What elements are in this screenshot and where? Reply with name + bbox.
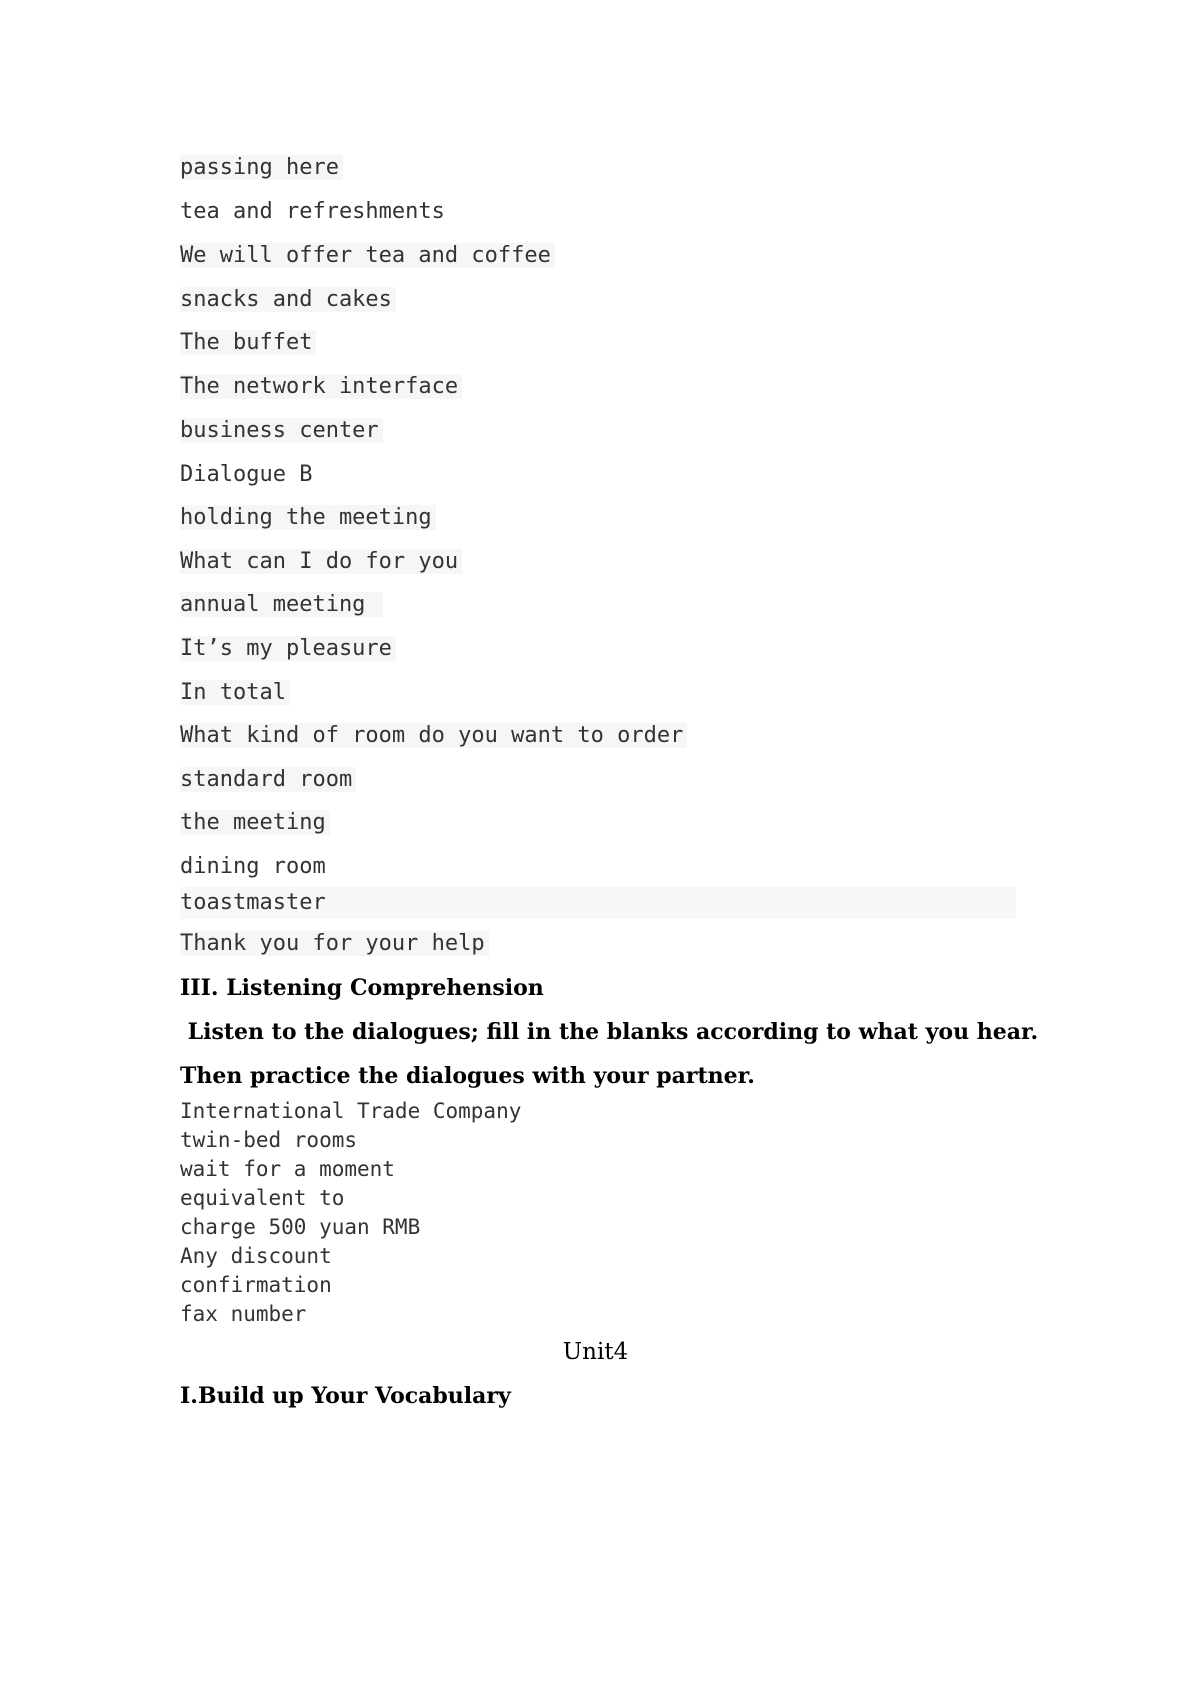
phrase-text: snacks and cakes — [180, 287, 396, 312]
answer-line: confirmation — [180, 1273, 332, 1297]
phrase-text: It’s my pleasure — [180, 636, 396, 661]
phrase-text: The network interface — [180, 374, 462, 399]
phrase-text: tea and refreshments — [180, 199, 445, 224]
phrase-line — [180, 284, 396, 316]
unit-title: Unit4 — [562, 1339, 629, 1365]
phrase-line — [180, 152, 343, 184]
answer-line: charge 500 yuan RMB — [180, 1215, 421, 1239]
phrase-line — [180, 546, 462, 578]
phrase-line — [180, 807, 330, 839]
phrase-line — [180, 459, 312, 491]
phrase-text: holding the meeting — [180, 505, 436, 530]
phrase-line — [180, 720, 687, 752]
phrase-line — [180, 677, 290, 709]
phrase-line — [180, 887, 1016, 919]
phrase-text: business center — [180, 418, 383, 443]
answer-line: Any discount — [180, 1244, 332, 1268]
phrase-line — [180, 240, 555, 272]
phrase-text: In total — [180, 680, 290, 705]
answer-line: fax number — [180, 1302, 307, 1326]
section-heading: I.Build up Your Vocabulary — [180, 1383, 511, 1409]
phrase-line — [180, 589, 383, 621]
phrase-text: dining room — [180, 854, 326, 879]
phrase-line — [180, 928, 489, 960]
phrase-line — [180, 327, 316, 359]
answer-line: twin-bed rooms — [180, 1128, 358, 1152]
phrase-text: annual meeting — [180, 592, 383, 617]
phrase-line — [180, 196, 445, 228]
phrase-line — [180, 851, 326, 883]
phrase-line — [180, 371, 462, 403]
phrase-text: What kind of room do you want to order — [180, 723, 687, 748]
answer-line: equivalent to — [180, 1186, 345, 1210]
phrase-text: standard room — [180, 767, 356, 792]
phrase-text: Thank you for your help — [180, 931, 489, 956]
phrase-text: Dialogue B — [180, 462, 313, 487]
instruction-text: Then practice the dialogues with your partner. — [180, 1063, 755, 1089]
phrase-line — [180, 415, 383, 447]
phrase-text: What can I do for you — [180, 549, 462, 574]
phrase-text: passing here — [180, 155, 343, 180]
answer-line: International Trade Company — [180, 1099, 522, 1123]
phrase-line — [180, 764, 356, 796]
phrase-text: We will offer tea and coffee — [180, 243, 555, 268]
phrase-text: the meeting — [180, 810, 330, 835]
phrase-line — [180, 633, 396, 665]
section-heading: III. Listening Comprehension — [180, 975, 544, 1001]
phrase-text: toastmaster — [180, 887, 1016, 919]
instruction-text: Listen to the dialogues; fill in the blanks according to what you hear. — [180, 1019, 1039, 1045]
phrase-line — [180, 502, 436, 534]
answer-line: wait for a moment — [180, 1157, 395, 1181]
phrase-text: The buffet — [180, 330, 316, 355]
